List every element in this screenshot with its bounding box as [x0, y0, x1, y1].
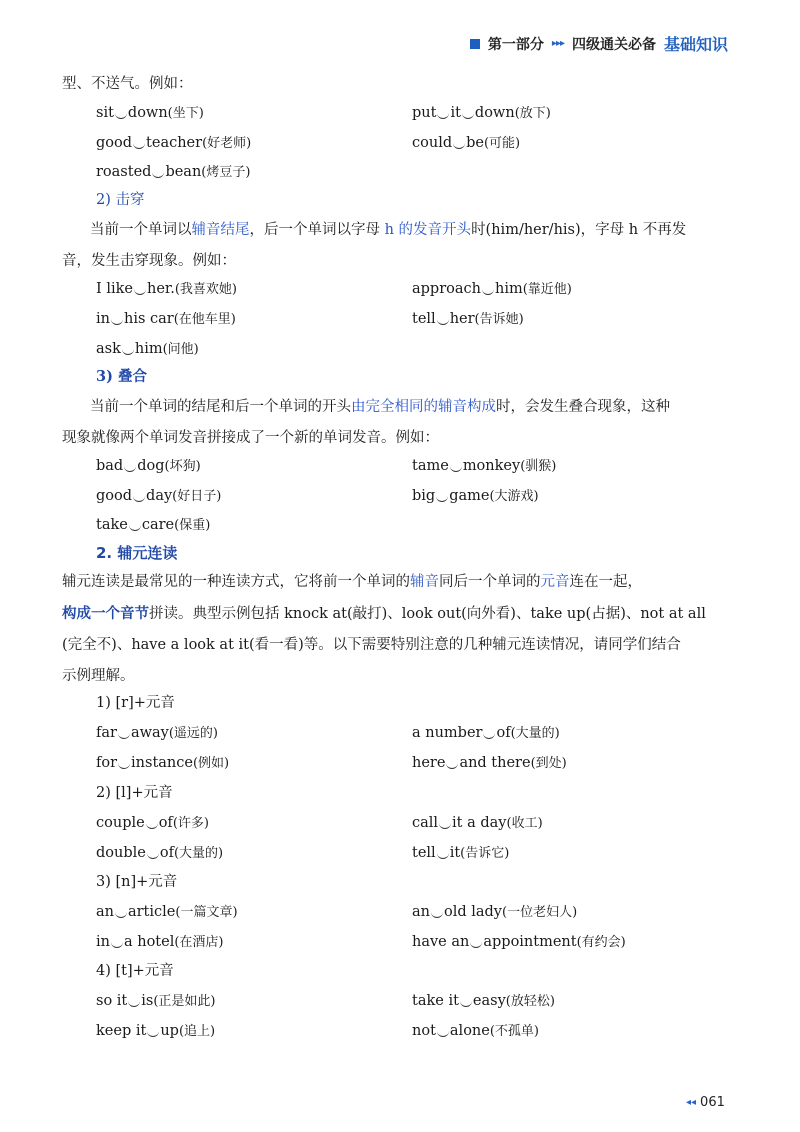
example-i-like-her: I like her.(我喜欢她) [96, 281, 238, 297]
liaison-mark-icon [115, 910, 127, 918]
example-put-it-down: put it down(放下) [412, 105, 551, 121]
example-a-number-of: a number of(大量的) [412, 725, 560, 741]
liaison-mark-icon [152, 170, 164, 178]
liaison-mark-icon [460, 999, 472, 1007]
top-continued-line: 型、不送气。例如： [62, 76, 193, 92]
liaison-mark-icon [133, 141, 145, 149]
liaison-mark-icon [483, 731, 495, 739]
liaison-mark-icon [111, 940, 123, 948]
liaison-mark-icon [453, 141, 465, 149]
example-take-it-easy: take it easy(放轻松) [412, 993, 555, 1009]
example-couple-of: couple of(许多) [96, 815, 209, 831]
liaison-mark-icon [146, 821, 158, 829]
liaison-mark-icon [450, 464, 462, 472]
liaison-mark-icon [431, 910, 443, 918]
subheading-n-vowel: 3) [n]+元音 [96, 874, 178, 890]
liaison-mark-icon [111, 317, 123, 325]
liaison-mark-icon [482, 287, 494, 295]
example-tell-her: tell her(告诉她) [412, 311, 524, 327]
liaison-mark-icon [462, 111, 474, 119]
page-footer [686, 1095, 725, 1110]
header-part: 第一部分 [487, 36, 544, 53]
liaison-mark-icon [128, 999, 140, 1007]
example-so-it-is: so it is(正是如此) [96, 993, 216, 1009]
example-have-an-appointment: have an appointment(有约会) [412, 934, 626, 950]
example-sit-down: sit down(坐下) [96, 105, 204, 121]
example-keep-it-up: keep it up(追上) [96, 1023, 216, 1039]
header-title-highlight: 基础知识 [663, 35, 728, 54]
example-in-a-hotel: in a hotel(在酒店) [96, 934, 224, 950]
example-good-teacher: good teacher(好老师) [96, 135, 252, 151]
paragraph-breakthrough: 当前一个单词以辅音结尾，后一个单词以字母 h 的发音开头时(him/her/his)，字母 h 不再发 音，发生击穿现象。例如： [62, 222, 687, 269]
example-here-and-there: here and there(到处) [412, 755, 567, 771]
subheading-l-vowel: 2) [l]+元音 [96, 785, 173, 801]
liaison-mark-icon [124, 464, 136, 472]
example-far-away: far away(遥远的) [96, 725, 219, 741]
liaison-mark-icon [118, 761, 130, 769]
example-good-day: good day(好日子) [96, 488, 222, 504]
square-bullet-icon [470, 39, 480, 49]
subheading-r-vowel: 1) [r]+元音 [96, 695, 175, 711]
liaison-mark-icon [129, 523, 141, 531]
example-could-be: could be(可能) [412, 135, 521, 151]
example-tame-monkey: tame monkey(驯猴) [412, 458, 557, 474]
liaison-mark-icon [436, 494, 448, 502]
subheading-overlap: 3) 叠合 [96, 368, 147, 385]
liaison-mark-icon [122, 347, 134, 355]
triple-chevron-icon: ▸▸▸ [551, 38, 564, 49]
paragraph-consonant-vowel: 辅元连读是最常见的一种连读方式，它将前一个单词的辅音同后一个单词的元音连在一起， 构成一个音节拼读。典型示例包括 knock at(敲打)、look out(向外看)、take up(占据)、not at all (完全不)、have a look at it(看一看)等。以下需要特别注意的几种辅元连读情况，请同学们结合 示例理解。 [62, 574, 706, 684]
example-double-of: double of(大量的) [96, 845, 224, 861]
example-bad-dog: bad dog(坏狗) [96, 458, 201, 474]
subheading-t-vowel: 4) [t]+元音 [96, 963, 174, 979]
liaison-mark-icon [437, 111, 449, 119]
liaison-mark-icon [439, 821, 451, 829]
example-for-instance: for instance(例如) [96, 755, 230, 771]
example-take-care: take care(保重) [96, 517, 211, 533]
example-an-old-lady: an old lady(一位老妇人) [412, 904, 578, 920]
example-big-game: big game(大游戏) [412, 488, 539, 504]
example-approach-him: approach him(靠近他) [412, 281, 572, 297]
liaison-mark-icon [446, 761, 458, 769]
running-header [470, 32, 728, 55]
double-chevron-left-icon: ◂◂ [686, 1097, 697, 1108]
liaison-mark-icon [437, 1029, 449, 1037]
liaison-mark-icon [134, 287, 146, 295]
liaison-mark-icon [118, 731, 130, 739]
example-ask-him: ask him(问他) [96, 341, 199, 357]
subheading-breakthrough: 2) 击穿 [96, 192, 145, 208]
header-title-prefix: 四级通关必备 [571, 36, 656, 53]
example-an-article: an article(一篇文章) [96, 904, 238, 920]
liaison-mark-icon [115, 111, 127, 119]
liaison-mark-icon [437, 317, 449, 325]
example-roasted-bean: roasted bean(烤豆子) [96, 164, 251, 180]
example-tell-it: tell it(告诉它) [412, 845, 510, 861]
paragraph-overlap: 当前一个单词的结尾和后一个单词的开头由完全相同的辅音构成时，会发生叠合现象，这种 现象就像两个单词发音拼接成了一个新的单词发音。例如： [62, 399, 670, 446]
liaison-mark-icon [437, 851, 449, 859]
example-in-his-car: in his car(在他车里) [96, 311, 236, 327]
liaison-mark-icon [470, 940, 482, 948]
liaison-mark-icon [133, 494, 145, 502]
section-heading-consonant-vowel: 2. 辅元连读 [96, 544, 178, 562]
example-call-it-a-day: call it a day(收工) [412, 815, 543, 831]
liaison-mark-icon [147, 851, 159, 859]
example-not-alone: not alone(不孤单) [412, 1023, 539, 1039]
page-number: 061 [700, 1095, 725, 1110]
liaison-mark-icon [147, 1029, 159, 1037]
